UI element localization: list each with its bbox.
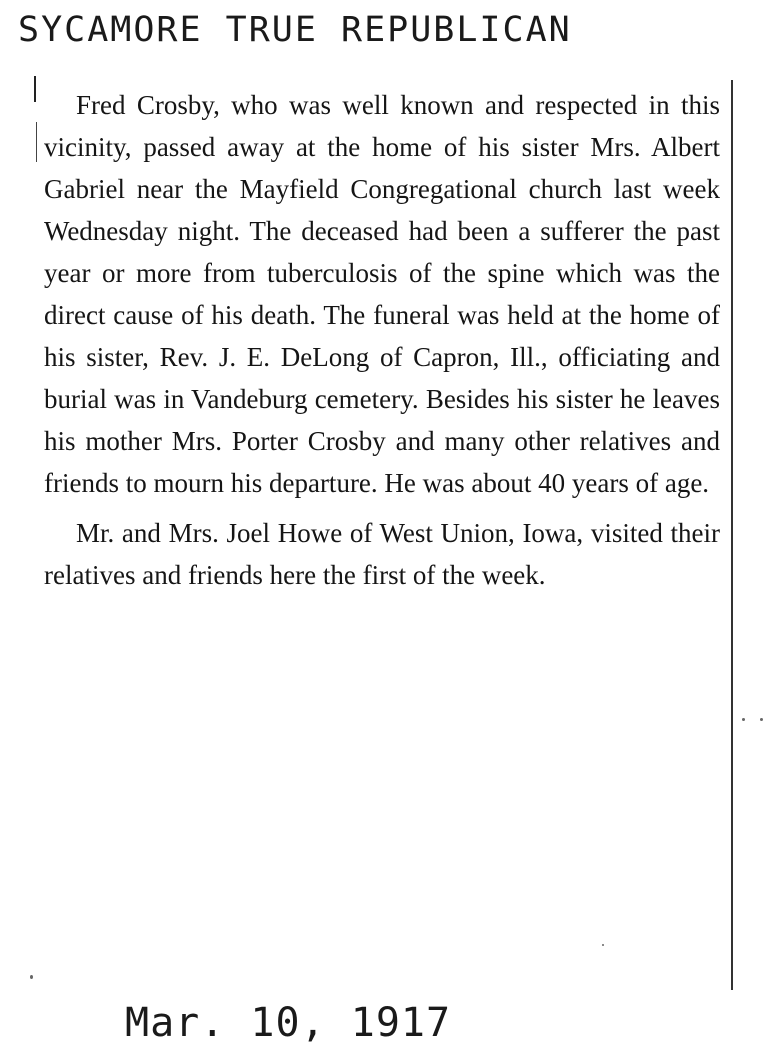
column-rule-right	[731, 80, 733, 990]
article-column	[44, 84, 720, 604]
print-speck	[742, 718, 745, 721]
social-note-paragraph: Mr. and Mrs. Joel Howe of West Union, Iowa, visited their relatives and friends here the first of the week.	[44, 518, 720, 590]
column-rule-left-lower	[36, 122, 37, 162]
newspaper-clipping	[18, 62, 740, 992]
obituary-paragraph: Fred Crosby, who was well known and respected in this vicinity, passed away at the home of his sister Mrs. Albert Gabriel near the Mayfield Congregational church last week Wednesday night. The deceased had been a sufferer the past year or more from tuberculosis of the spine which was the direct cause of his death. The funeral was held at the home of his sister, Rev. J. E. DeLong of Capron, Ill., officiating and burial was in Vandeburg cemetery. Besides his sister he leaves his mother Mrs. Porter Crosby and many other relatives and friends to mourn his departure. He was about 40 years of age.	[44, 90, 720, 498]
clipping-date: Mar. 10, 1917	[125, 1000, 452, 1046]
print-speck	[602, 944, 604, 946]
print-speck	[30, 975, 33, 979]
newspaper-masthead: SYCAMORE TRUE REPUBLICAN	[18, 10, 572, 50]
print-speck	[760, 718, 763, 721]
column-rule-left	[34, 76, 36, 102]
